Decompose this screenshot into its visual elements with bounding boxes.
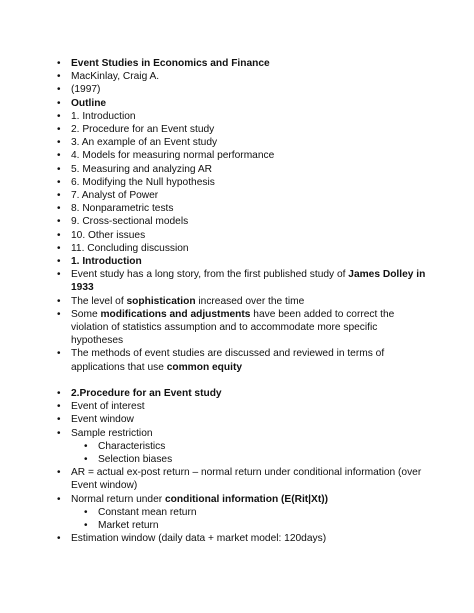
list-item	[57, 70, 427, 83]
section-heading: 2.Procedure for an Event study	[71, 388, 222, 399]
text-emphasis: modifications and adjustments	[100, 308, 251, 320]
list-item	[57, 387, 427, 400]
list-item	[57, 400, 427, 413]
list-item	[57, 268, 427, 294]
list-item	[57, 149, 427, 162]
text-plain: increased over the time	[195, 295, 305, 307]
sub-list-item	[57, 453, 427, 466]
list-item	[57, 57, 427, 70]
text-plain: Normal return under	[71, 493, 165, 505]
list-item	[57, 97, 427, 110]
text-emphasis: common equity	[166, 361, 243, 373]
outline-entry: 10. Other issues	[71, 229, 146, 241]
outline-entry: 8. Nonparametric tests	[71, 203, 174, 215]
text-emphasis: James Dolley in 1933	[71, 269, 426, 294]
text-emphasis: conditional information (E(Rit|Xt))	[165, 493, 328, 505]
section-heading: 1. Introduction	[71, 256, 142, 268]
list-item	[57, 163, 427, 176]
list-item	[57, 123, 427, 136]
list-item	[57, 427, 427, 440]
text-plain: Some	[71, 308, 101, 320]
list-item	[57, 229, 427, 242]
list-item	[57, 110, 427, 123]
outline-heading: Outline	[71, 97, 107, 109]
list-text: Event of interest	[71, 401, 145, 413]
list-item	[57, 295, 427, 308]
text-plain: Event study has a long story, from the first published study of	[71, 269, 349, 281]
outline-entry: 5. Measuring and analyzing AR	[71, 163, 213, 175]
sub-list-item	[57, 440, 427, 453]
list-item	[57, 189, 427, 202]
outline-entry: 9. Cross-sectional models	[71, 216, 189, 228]
procedure-list	[57, 387, 427, 545]
outline-entry: 3. An example of an Event study	[71, 137, 218, 149]
list-text: Event window	[71, 414, 134, 426]
list-text: Sample restriction	[71, 427, 153, 439]
outline-entry: 4. Models for measuring normal performance	[71, 150, 275, 162]
outline-entry: 2. Procedure for an Event study	[71, 124, 215, 136]
sub-list-item	[57, 506, 427, 519]
list-text: Characteristics	[98, 440, 166, 452]
list-item	[57, 493, 427, 506]
list-item	[57, 532, 427, 545]
list-item	[57, 466, 427, 492]
outline-entry: 1. Introduction	[71, 110, 136, 122]
list-text: Constant mean return	[98, 506, 197, 518]
list-item	[57, 136, 427, 149]
list-item	[57, 347, 427, 373]
list-item	[57, 308, 427, 348]
list-item	[57, 176, 427, 189]
list-item	[57, 83, 427, 96]
document-title: Event Studies in Economics and Finance	[71, 58, 270, 69]
text-emphasis: sophistication	[126, 295, 196, 307]
list-item	[57, 413, 427, 426]
list-item	[57, 255, 427, 268]
author: MacKinlay, Craig A.	[71, 71, 160, 83]
list-item	[57, 202, 427, 215]
text-plain: The level of	[71, 295, 127, 307]
outline-entry: 6. Modifying the Null hypothesis	[71, 176, 215, 188]
list-item	[57, 242, 427, 255]
list-text: Estimation window (daily data + market model: 120days)	[71, 533, 327, 545]
list-text: AR = actual ex-post return – normal return under conditional information (over Event window)	[71, 467, 422, 492]
text-plain: have been added to correct the violation of statistics assumption and to accommodate more specific hypotheses	[71, 308, 395, 347]
list-item	[57, 215, 427, 228]
outline-list	[57, 57, 427, 374]
list-text: Selection biases	[98, 454, 173, 466]
year: (1997)	[71, 84, 101, 96]
text-plain: The methods of event studies are discussed and reviewed in terms of applications that use	[71, 348, 385, 373]
outline-entry: 11. Concluding discussion	[71, 242, 189, 254]
sub-list-item	[57, 519, 427, 532]
list-text: Market return	[98, 520, 159, 532]
outline-entry: 7. Analyst of Power	[71, 190, 159, 202]
